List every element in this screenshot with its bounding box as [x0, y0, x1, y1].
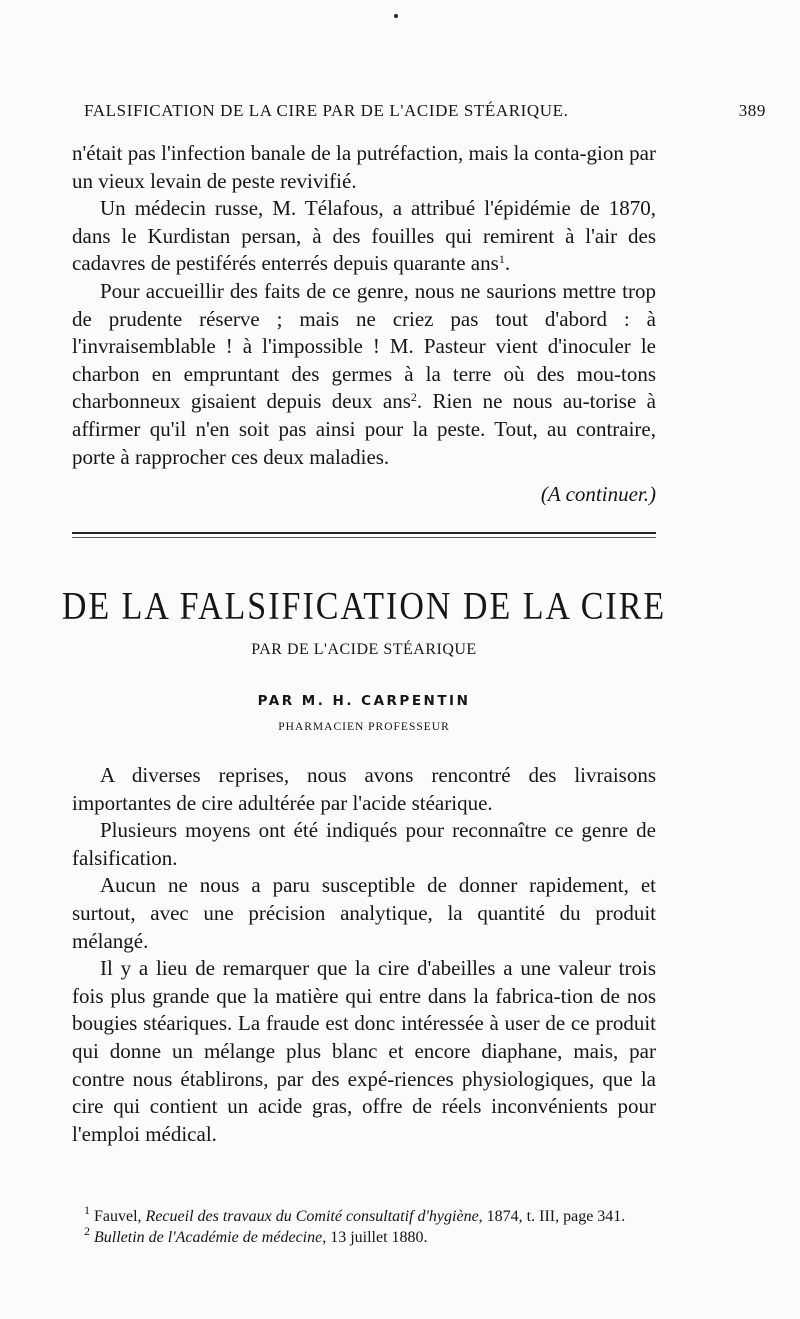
footnote-ref: 1 — [498, 252, 505, 267]
section-divider — [72, 532, 656, 534]
continued-text — [72, 140, 656, 471]
running-head — [84, 101, 766, 121]
paragraph: Un médecin russe, M. Télafous, a attribué l'épidémie de 1870, dans le Kurdistan persan, à des fouilles qui remirent à l'air des cadavres de pestiférés enterrés depuis quarante ans$^1$. — [72, 196, 656, 276]
article-author: PAR M. H. CARPENTIN — [257, 693, 471, 709]
page-number: 389 — [738, 101, 766, 120]
footnote-ref: 2 — [410, 390, 417, 405]
article-subtitle: PAR DE L'ACIDE STÉARIQUE — [251, 641, 477, 658]
footnote: $^1$ Fauvel, Recueil des travaux du Comité consultatif d'hygiène, 1874, t. III, page 341. — [84, 1203, 626, 1225]
paragraph: Pour accueillir des faits de ce genre, nous ne saurions mettre trop de prudente réserve ; mais ne criez pas tout d'abord : à l'invraisemblable ! à l'impossible ! M. Pasteur vient d'inoculer le charbon en empruntant des germes à la terre où des mou-tons charbonneux gisaient depuis deux ans$^2$. Rien ne nous au-torise à affirmer qu'il n'en soit pas ainsi pour la peste. Tout, au contraire, porte à rapprocher ces deux maladies. — [72, 278, 656, 469]
article-title: DE LA FALSIFICATION DE LA CIRE — [61, 585, 667, 628]
author-affiliation: PHARMACIEN PROFESSEUR — [278, 721, 450, 733]
paragraph: Aucun ne nous a paru susceptible de donner rapidement, et surtout, avec une précision analytique, la quantité du produit mélangé. — [72, 873, 656, 953]
paragraph: n'était pas l'infection banale de la putréfaction, mais la conta-gion par un vieux levain de peste revivifié. — [72, 141, 656, 193]
page-speck — [394, 14, 398, 18]
to-be-continued: (A continuer.) — [540, 482, 656, 506]
paragraph: A diverses reprises, nous avons rencontré des livraisons importantes de cire adultérée par l'acide stéarique. — [72, 763, 656, 815]
running-head-title: FALSIFICATION DE LA CIRE PAR DE L'ACIDE STÉARIQUE. — [84, 101, 569, 120]
article-body — [72, 762, 656, 1148]
paragraph: Plusieurs moyens ont été indiqués pour reconnaître ce genre de falsification. — [72, 818, 656, 870]
section-divider-thin — [72, 537, 656, 538]
footnotes — [72, 1203, 656, 1248]
paragraph: Il y a lieu de remarquer que la cire d'abeilles a une valeur trois fois plus grande que la matière qui entre dans la fabrica-tion de nos bougies stéariques. La fraude est donc intéressée à user de ce produit qui donne un mélange plus blanc et encore diaphane, mais, par contre nous établirons, par des expé-riences physiologiques, que la cire qui contient un acide gras, offre de réels inconvénients pour l'emploi médical. — [72, 956, 656, 1146]
footnote: $^2$ Bulletin de l'Académie de médecine, 13 juillet 1880. — [84, 1224, 428, 1246]
